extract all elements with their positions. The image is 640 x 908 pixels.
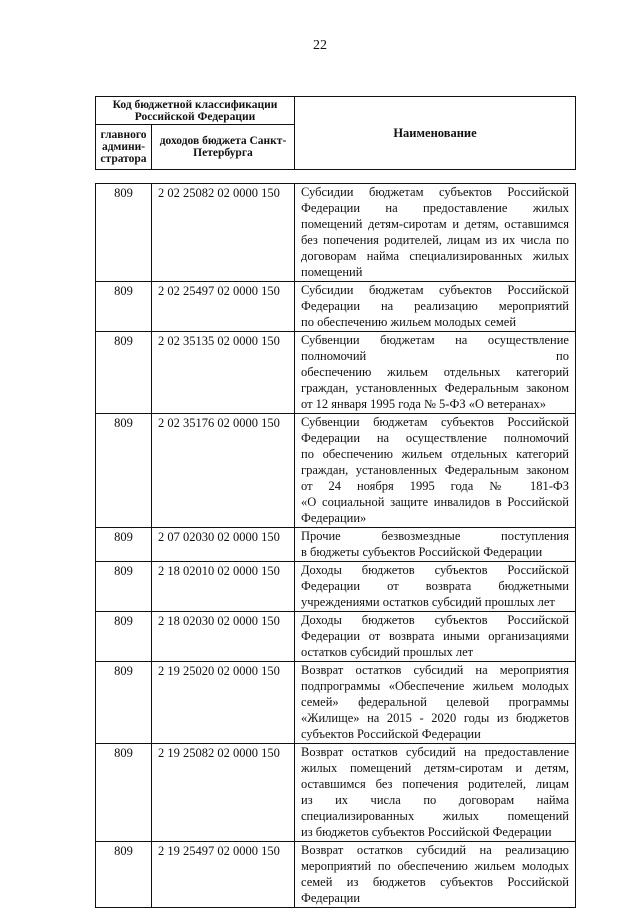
income-code-cell: 2 02 25497 02 0000 150 <box>152 282 295 332</box>
admin-code-cell: 809 <box>96 612 152 662</box>
table-row <box>96 612 576 662</box>
name-line: оставшимся без попечения родителей, лицам <box>301 777 569 791</box>
income-code-cell: 2 02 35135 02 0000 150 <box>152 332 295 414</box>
income-code-cell: 2 02 35176 02 0000 150 <box>152 414 295 528</box>
name-line: из их числа по договорам найма <box>301 793 569 807</box>
name-line: подпрограммы «Обеспечение жильем молодых <box>301 679 569 693</box>
name-line: Федерации <box>301 891 361 905</box>
income-code-cell: 2 19 25082 02 0000 150 <box>152 744 295 842</box>
name-cell <box>295 414 576 528</box>
admin-code-cell: 809 <box>96 842 152 908</box>
income-code-cell: 2 02 25082 02 0000 150 <box>152 184 295 282</box>
name-line: семей» федеральной целевой программы <box>301 695 569 709</box>
name-line: Федерации на реализацию мероприятий <box>301 299 569 313</box>
name-line: Доходы бюджетов субъектов Российской <box>301 613 569 627</box>
name-line: помещений детям-сиротам и детям, оставшимся <box>301 217 569 231</box>
name-cell <box>295 528 576 562</box>
kbk-header: Код бюджетной классификации Российской Федерации <box>96 97 295 125</box>
name-line: граждан, установленных Федеральным законом <box>301 463 569 477</box>
name-cell <box>295 744 576 842</box>
name-line: мероприятий по обеспечению жильем молодых <box>301 859 569 873</box>
income-code-cell: 2 19 25020 02 0000 150 <box>152 662 295 744</box>
table-row <box>96 184 576 282</box>
admin-code-cell: 809 <box>96 332 152 414</box>
name-line: жилых помещений детям-сиротам и детям, <box>301 761 569 775</box>
page-number: 22 <box>313 38 327 53</box>
table-row <box>96 414 576 528</box>
name-line: обеспечению жильем отдельных категорий <box>301 365 569 379</box>
name-column-header: Наименование <box>295 97 576 170</box>
name-line: «О социальной защите инвалидов в Российской <box>301 495 569 509</box>
name-cell <box>295 662 576 744</box>
name-line: Субсидии бюджетам субъектов Российской <box>301 283 569 297</box>
name-line: «Жилище» на 2015 - 2020 годы из бюджетов <box>301 711 569 725</box>
name-cell <box>295 184 576 282</box>
table-row <box>96 562 576 612</box>
name-line: Возврат остатков субсидий на предоставление <box>301 745 569 759</box>
admin-code-cell: 809 <box>96 662 152 744</box>
table-header <box>95 96 576 170</box>
table-row <box>96 282 576 332</box>
admin-column-header: главного админи-стратора <box>96 125 152 170</box>
name-line: Субвенции бюджетам на осуществление полномочий по <box>301 333 569 363</box>
name-line: Федерации от возврата бюджетными <box>301 579 569 593</box>
name-cell <box>295 842 576 908</box>
table-row <box>96 662 576 744</box>
admin-code-cell: 809 <box>96 562 152 612</box>
income-code-cell: 2 19 25497 02 0000 150 <box>152 842 295 908</box>
name-line: Доходы бюджетов субъектов Российской <box>301 563 569 577</box>
name-line: помещений <box>301 265 363 279</box>
admin-code-cell: 809 <box>96 282 152 332</box>
name-line: Возврат остатков субсидий на реализацию <box>301 843 569 857</box>
name-line: остатков субсидий прошлых лет <box>301 645 474 659</box>
name-line: Федерации на предоставление жилых <box>301 201 569 215</box>
name-line: Субсидии бюджетам субъектов Российской <box>301 185 569 199</box>
name-line: Федерации на осуществление полномочий <box>301 431 569 445</box>
name-line: из бюджетов субъектов Российской Федерации <box>301 825 552 839</box>
name-line: Прочие безвозмездные поступления <box>301 529 569 543</box>
income-code-cell: 2 18 02030 02 0000 150 <box>152 612 295 662</box>
income-code-cell: 2 18 02010 02 0000 150 <box>152 562 295 612</box>
codes-table <box>95 183 576 908</box>
name-line: семей из бюджетов субъектов Российской <box>301 875 569 889</box>
name-line: субъектов Российской Федерации <box>301 727 481 741</box>
table-row <box>96 528 576 562</box>
name-cell <box>295 562 576 612</box>
name-line: Федерации от возврата иными организациями <box>301 629 569 643</box>
name-line: без попечения родителей, лицам из их числа по <box>301 233 569 247</box>
name-cell <box>295 612 576 662</box>
name-line: от 12 января 1995 года № 5-ФЗ «О ветеранах» <box>301 397 547 411</box>
name-line: Субвенции бюджетам субъектов Российской <box>301 415 569 429</box>
name-cell <box>295 332 576 414</box>
name-cell <box>295 282 576 332</box>
name-line: в бюджеты субъектов Российской Федерации <box>301 545 543 559</box>
name-line: по обеспечению жильем отдельных категорий <box>301 447 569 461</box>
admin-code-cell: 809 <box>96 744 152 842</box>
table-row <box>96 842 576 908</box>
admin-code-cell: 809 <box>96 184 152 282</box>
admin-code-cell: 809 <box>96 528 152 562</box>
income-column-header: доходов бюджета Санкт-Петербурга <box>152 125 295 170</box>
income-code-cell: 2 07 02030 02 0000 150 <box>152 528 295 562</box>
name-line: Возврат остатков субсидий на мероприятия <box>301 663 569 677</box>
table-row <box>96 744 576 842</box>
name-line: специализированных жилых помещений <box>301 809 569 823</box>
name-line: Федерации» <box>301 511 367 525</box>
name-line: от 24 ноября 1995 года № 181-ФЗ <box>301 479 569 493</box>
admin-code-cell: 809 <box>96 414 152 528</box>
name-line: по обеспечению жильем молодых семей <box>301 315 517 329</box>
name-line: договорам найма специализированных жилых <box>301 249 569 263</box>
name-line: учреждениями остатков субсидий прошлых лет <box>301 595 555 609</box>
name-line: граждан, установленных Федеральным законом <box>301 381 569 395</box>
table-body <box>96 184 576 908</box>
table-row <box>96 332 576 414</box>
